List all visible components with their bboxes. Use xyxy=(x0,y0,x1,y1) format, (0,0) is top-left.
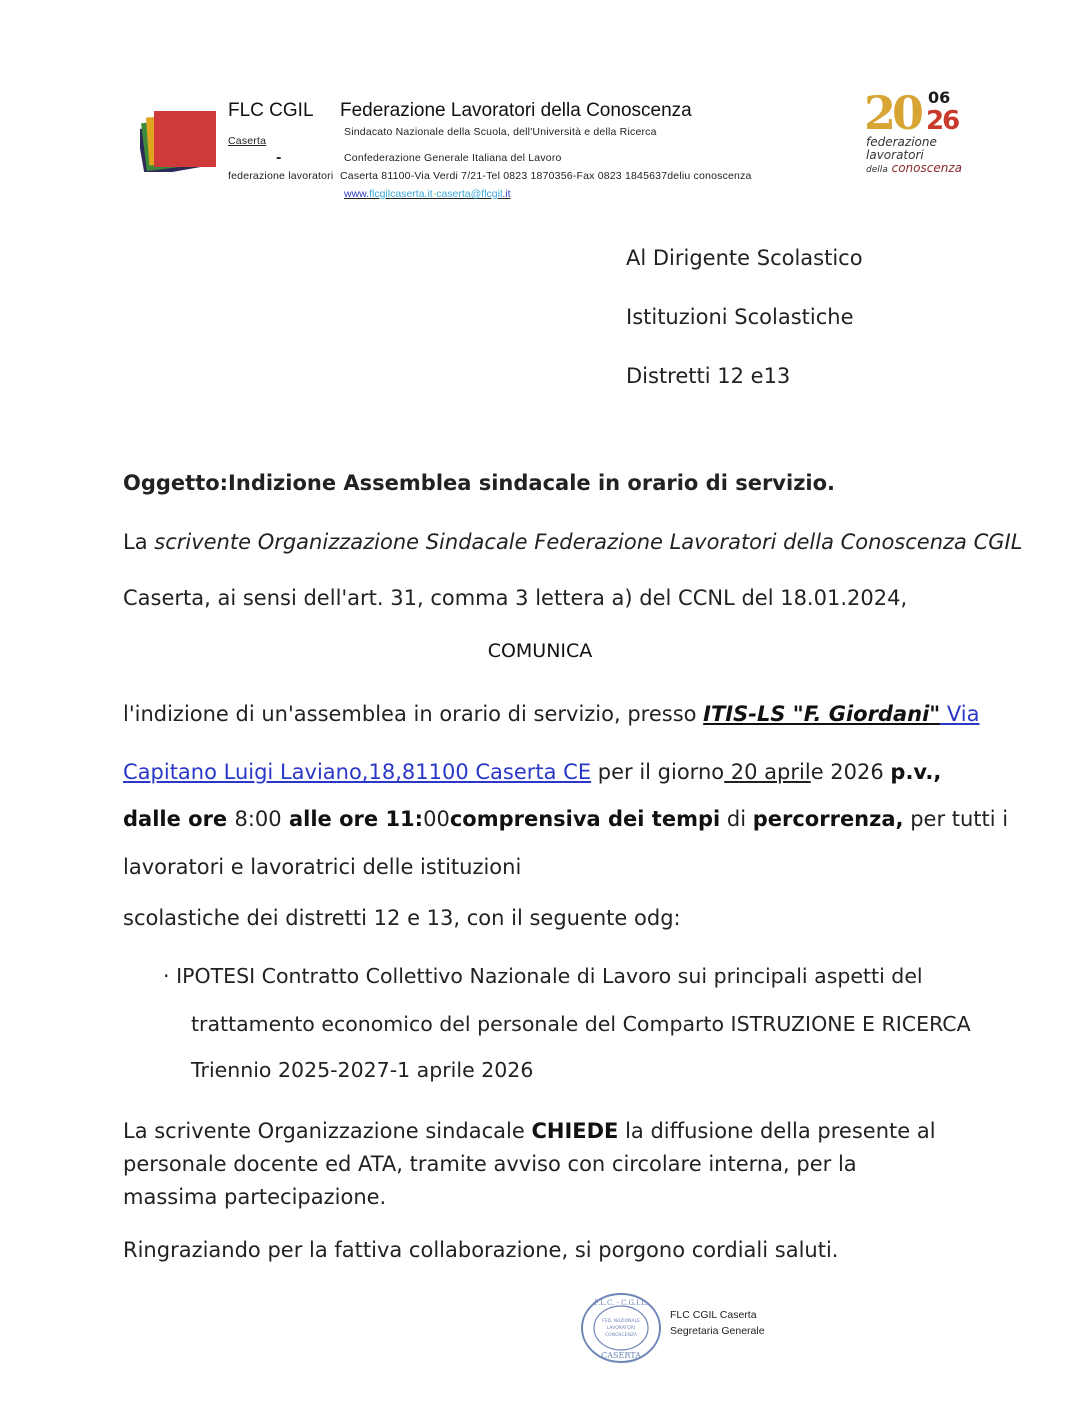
recipient-3: Distretti 12 e13 xyxy=(626,364,791,388)
venue-address-link-2[interactable]: Capitano Luigi Laviano,18,81100 Caserta CE xyxy=(123,760,592,784)
svg-text:LAVORATORI: LAVORATORI xyxy=(606,1326,636,1331)
address-left: federazione lavoratori xyxy=(228,170,334,182)
website-links[interactable] xyxy=(344,188,510,200)
paragraph-venue-line-2: Capitano Luigi Laviano,18,81100 Caserta CE per il giorno 20 aprile 2026 p.v., xyxy=(123,760,942,784)
confederazione-subtitle: Confederazione Generale Italiana del Lavoro xyxy=(344,152,562,164)
website-link[interactable]: flcgilcaserta.it xyxy=(369,188,433,200)
flc-cgil-logo xyxy=(140,106,220,172)
paragraph-time-line: dalle ore 8:00 alle ore 11:00comprensiva dei tempi di percorrenza, per tutti i xyxy=(123,807,1009,831)
request-paragraph: La scrivente Organizzazione sindacale CHIEDE la diffusione della presente al personale docente ed ATA, tramite avviso con circolare interna, per la massima partecipazione. xyxy=(123,1119,936,1209)
letter-subject: Oggetto:Indizione Assemblea sindacale in orario di servizio. xyxy=(123,471,836,495)
logo-year-big: 20 xyxy=(864,86,921,140)
comunica-heading: COMUNICA xyxy=(487,640,593,662)
org-short-name: FLC CGIL xyxy=(228,100,314,121)
intro-line-2: Caserta, ai sensi dell'art. 31, comma 3 lettera a) del CCNL del 18.01.2024, xyxy=(123,586,908,610)
logo-year-06: 06 xyxy=(928,88,951,107)
email-suffix[interactable]: .it xyxy=(502,188,511,200)
venue-name: ITIS-LS "F. Giordani" xyxy=(703,702,941,726)
org-full-name: Federazione Lavoratori della Conoscenza xyxy=(340,100,692,121)
address-right: Caserta 81100-Via Verdi 7/21-Tel 0823 1870356-Fax 0823 1845637deliu conoscenza xyxy=(340,170,752,182)
header-dash: - xyxy=(276,151,282,166)
venue-address-link[interactable]: Via xyxy=(940,702,980,726)
signature-role: Segretaria Generale xyxy=(670,1325,765,1337)
intro-line-1: La scrivente Organizzazione Sindacale Federazione Lavoratori della Conoscenza CGIL xyxy=(123,530,1023,554)
odg-item-line-2: trattamento economico del personale del Comparto ISTRUZIONE E RICERCA xyxy=(191,1012,971,1036)
bullet-icon: · xyxy=(163,964,170,988)
logo-2026 xyxy=(862,86,962,178)
recipient-2: Istituzioni Scolastiche xyxy=(626,305,854,329)
official-stamp xyxy=(580,1292,662,1364)
svg-text:CONOSCENZA: CONOSCENZA xyxy=(605,1333,637,1338)
paragraph-workers-line: lavoratori e lavoratrici delle istituzioni xyxy=(123,855,522,879)
svg-text:F.L.C. - C.G.I.L.: F.L.C. - C.G.I.L. xyxy=(594,1299,648,1307)
header-city: Caserta xyxy=(228,135,267,147)
svg-text:CASERTA: CASERTA xyxy=(601,1351,641,1360)
meeting-date: 20 april xyxy=(724,760,811,784)
logo-year-26: 26 xyxy=(926,106,959,136)
paragraph-venue-line-1: l'indizione di un'assemblea in orario di servizio, presso ITIS-LS "F. Giordani" Via xyxy=(123,702,980,726)
web-prefix[interactable]: www. xyxy=(344,188,370,200)
recipient-1: Al Dirigente Scolastico xyxy=(626,246,863,270)
odg-item-line-3: Triennio 2025-2027-1 aprile 2026 xyxy=(191,1058,534,1082)
paragraph-schools-line: scolastiche dei distretti 12 e 13, con il seguente odg: xyxy=(123,906,681,930)
web-separator: - xyxy=(432,188,437,200)
odg-item: · IPOTESI Contratto Collettivo Nazionale di Lavoro sui principali aspetti del xyxy=(163,964,923,988)
signature-org: FLC CGIL Caserta xyxy=(670,1309,757,1321)
logo-text: federazione lavoratori della conoscenza xyxy=(866,135,962,175)
sindacato-subtitle: Sindacato Nazionale della Scuola, dell'Università e della Ricerca xyxy=(344,126,657,138)
closing-line: Ringraziando per la fattiva collaborazione, si porgono cordiali saluti. xyxy=(123,1238,839,1262)
svg-text:FED. NAZIONALE: FED. NAZIONALE xyxy=(602,1319,640,1324)
email-link[interactable]: caserta@flcgil xyxy=(436,188,503,200)
